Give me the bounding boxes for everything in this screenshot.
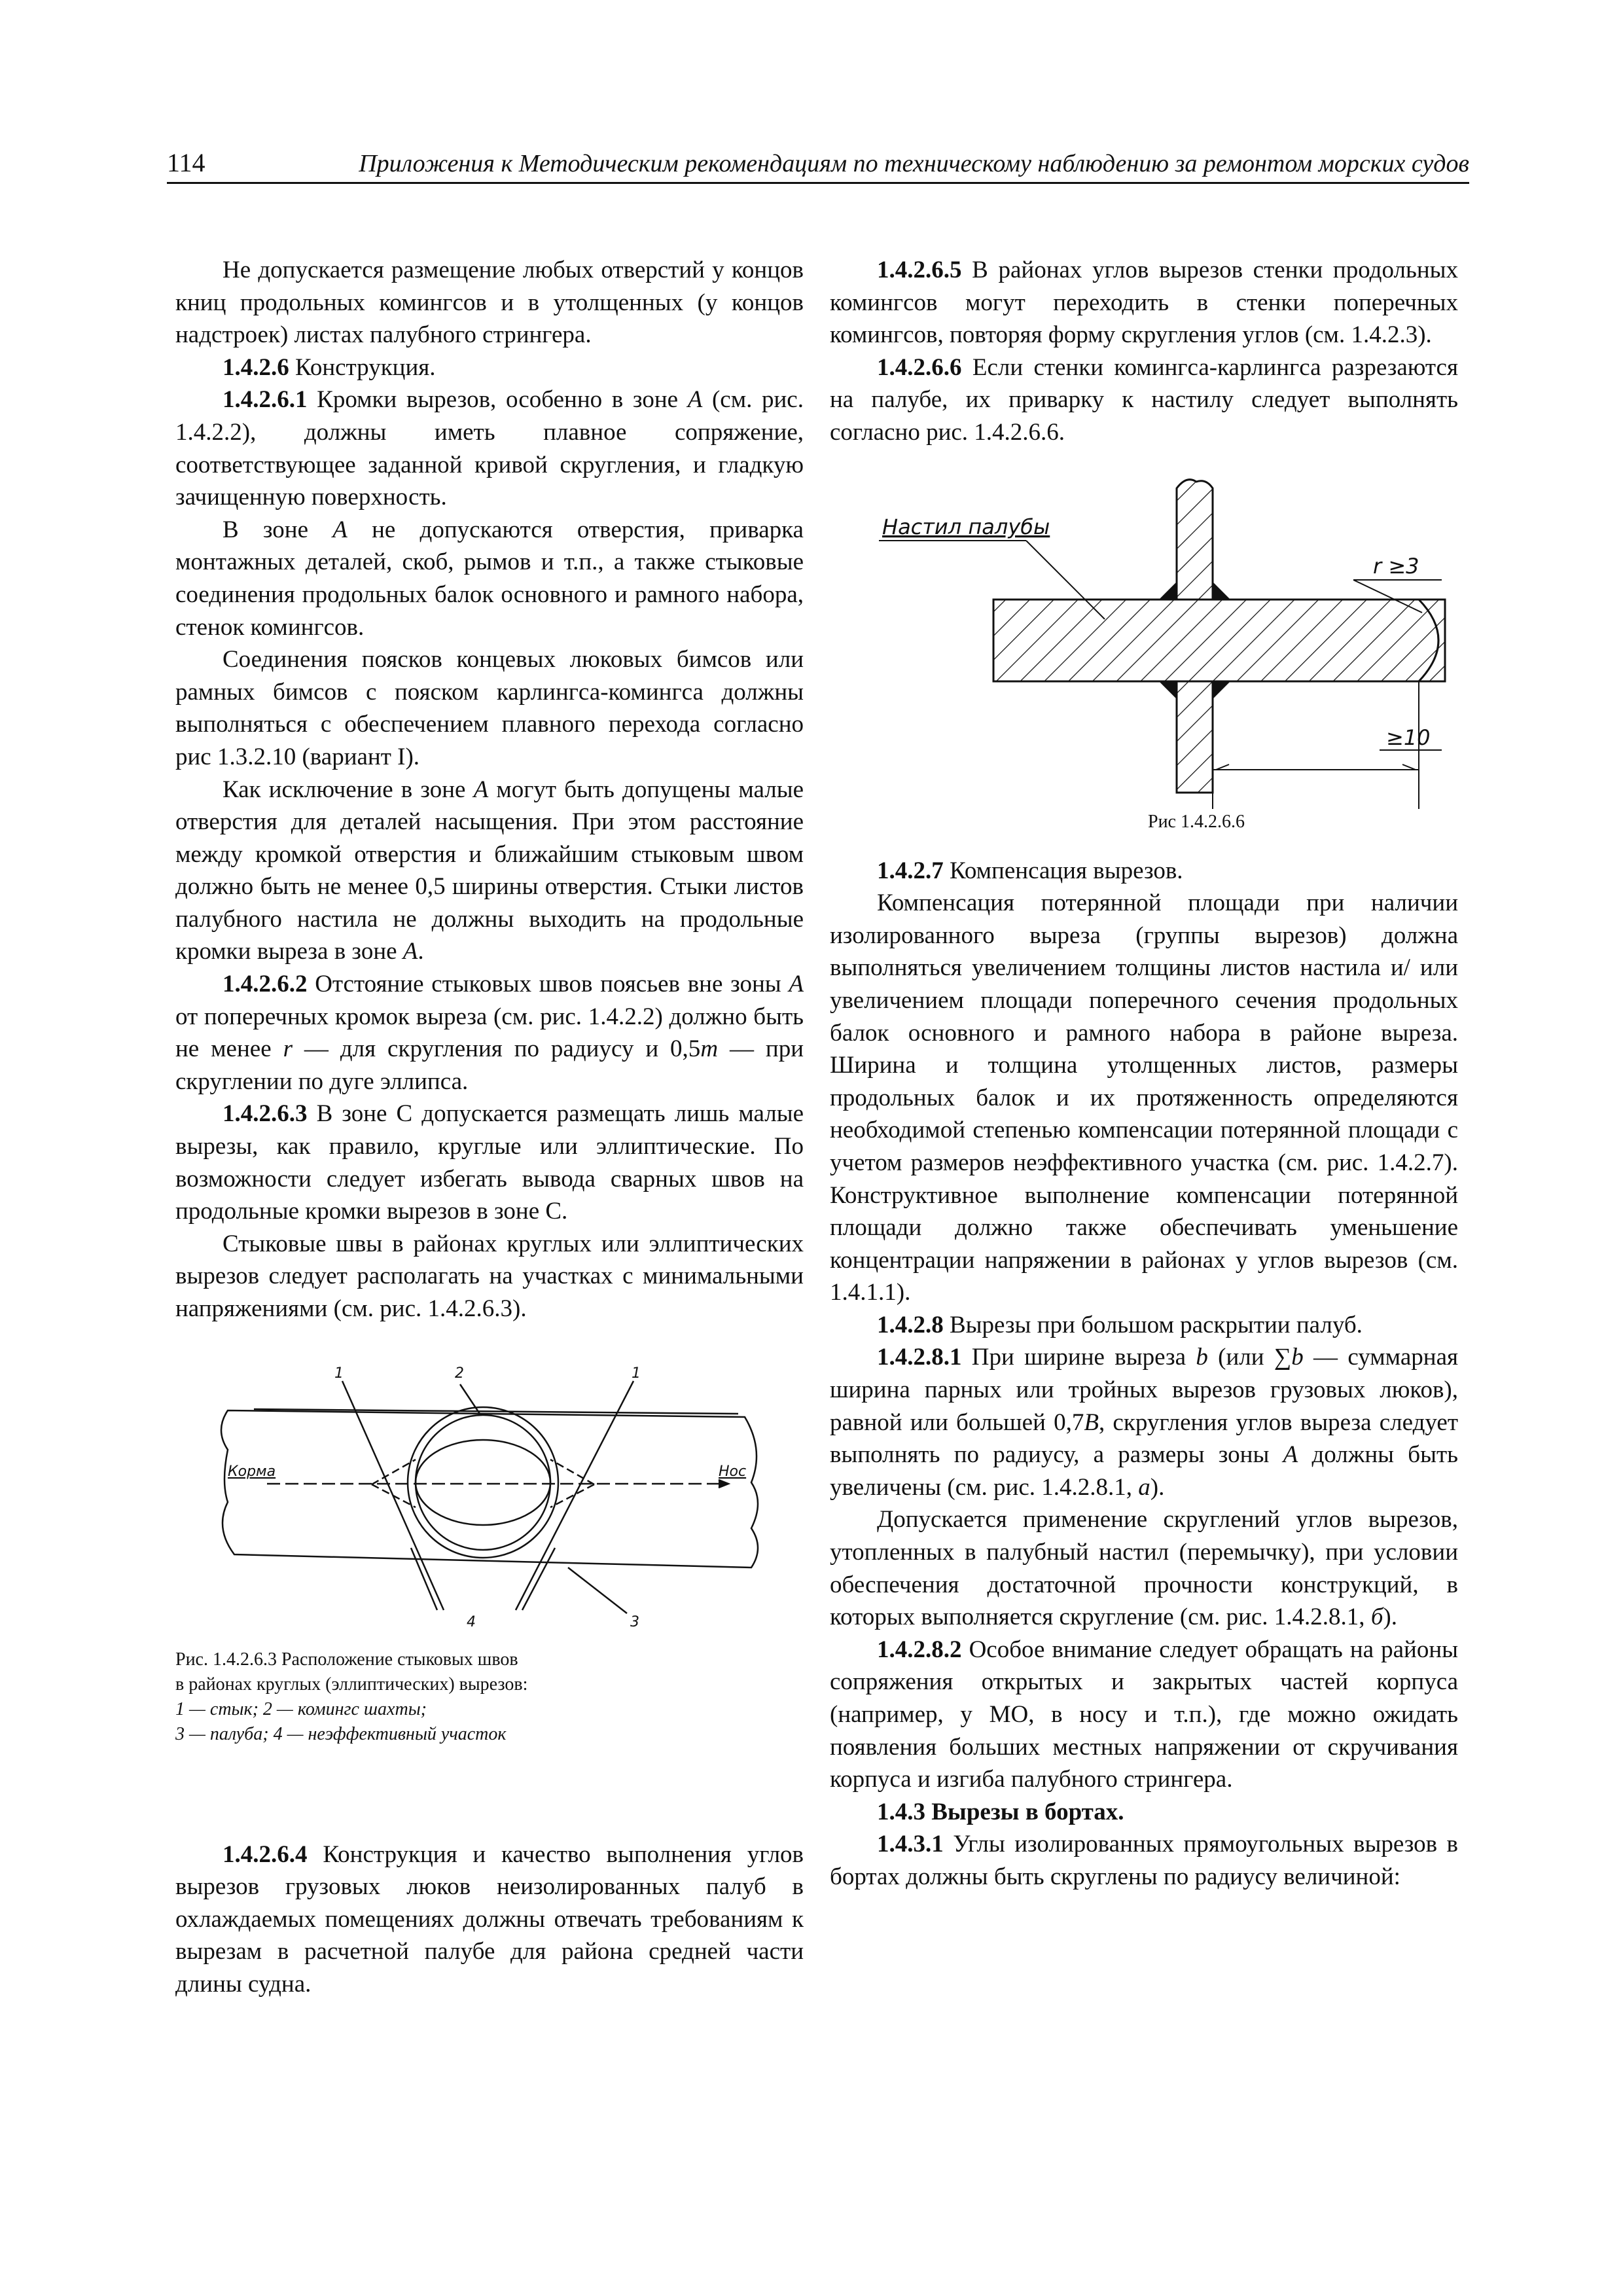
figure-caption: Рис. 1.4.2.6.3 Расположение стыковых швов в районах круглых (эллиптических) вырезов: 1 — стык; 2 — комингс шахты; 3 — палуба; 4 — неэффективный участок bbox=[175, 1649, 528, 1744]
fig1-label-stern: Корма bbox=[228, 1463, 276, 1480]
paragraph: 1.4.2.8.2 Особое внимание следует обращать на районы сопряжения открытых и закрытых частей корпуса (например, у МО, в носу и т.п.), где можно ожидать появления больших местных напряжении от скручивания корпуса и изгиба палубного стрингера. bbox=[830, 1636, 1458, 1793]
paragraph: 1.4.2.6.2 Отстояние стыковых швов поясьев вне зоны А от поперечных кромок выреза (см. рис. 1.4.2.2) должно быть не менее r — для скругления по радиусу и 0,5m — при скруглении по дуге эллипса. bbox=[175, 971, 804, 1095]
paragraph: Стыковые швы в районах круглых или эллиптических вырезов следует располагать на участках с минимальными напряжениями (см. рис. 1.4.2.6.3). bbox=[175, 1230, 804, 1322]
fig2-label-deck: Настил палубы bbox=[882, 514, 1050, 539]
fig1-label-bow: Нос bbox=[719, 1463, 747, 1480]
coaming-circle-inner bbox=[416, 1415, 550, 1550]
fig1-label-2: 2 bbox=[455, 1365, 464, 1382]
coaming-circle-outer bbox=[408, 1407, 558, 1558]
fig1-label-3: 3 bbox=[630, 1613, 639, 1630]
coaming-lower bbox=[1177, 681, 1213, 793]
fig1-label-1: 1 bbox=[334, 1365, 344, 1382]
fig1-label-4: 4 bbox=[467, 1613, 476, 1630]
figure-coaming-weld bbox=[830, 462, 1458, 835]
running-title: Приложения к Методическим рекомендациям по техническому наблюдению за ремонтом морских судов bbox=[359, 150, 1469, 177]
section-heading: 1.4.2.6 Конструкция. bbox=[223, 353, 436, 381]
paragraph: 1.4.2.6.5 В районах углов вырезов стенки продольных комингсов могут переходить в стенки поперечных комингсов, повторяя форму скругления углов (см. 1.4.2.3). bbox=[830, 257, 1458, 349]
paragraph: 1.4.2.6.3 В зоне С допускается размещать лишь малые вырезы, как правило, круглые или эллиптические. По возможности следует избегать вывода сварных швов на продольные кромки вырезов в зоне С. bbox=[175, 1100, 804, 1225]
cutout-ellipse bbox=[416, 1440, 550, 1525]
paragraph: Допускается применение скруглений углов вырезов, утопленных в палубный настил (перемычку), при условии обеспечения достаточной прочности конструкций, в которых выполняется скругление (см. рис. 1.4.2.8.1, б). bbox=[830, 1506, 1458, 1631]
paragraph: Как исключение в зоне А могут быть допущены малые отверстия для деталей насыщения. При этом расстояние между кромкой отверстия и ближайшим стыковым швом должно быть не менее 0,5 ширины отверстия. Стыки листов палубного настила не должны выходить на продольные кромки выреза в зоне А. bbox=[175, 776, 804, 965]
page-number: 114 bbox=[167, 148, 205, 177]
section-heading: 1.4.3 Вырезы в бортах. bbox=[877, 1798, 1124, 1825]
paragraph: 1.4.2.8.1 При ширине выреза b (или ∑b — суммарная ширина парных или тройных вырезов грузовых люков), равной или большей 0,7В, скругления углов выреза следует выполнять по радиусу, а размеры зоны А должны быть увеличены (см. рис. 1.4.2.8.1, а). bbox=[830, 1344, 1459, 1501]
fig1-label-1b: 1 bbox=[632, 1365, 641, 1382]
paragraph: Не допускается размещение любых отверстий у концов книц продольных комингсов и в утолщенных (у концов надстроек) листах палубного стрингера. bbox=[175, 257, 804, 349]
section-heading: 1.4.2.7 Компенсация вырезов. bbox=[877, 857, 1183, 884]
paragraph: 1.4.3.1 Углы изолированных прямоугольных вырезов в бортах должны быть скруглены по радиусу величиной: bbox=[830, 1831, 1458, 1890]
fig2-label-radius: r ≥3 bbox=[1373, 553, 1419, 579]
figure-cutout-joints bbox=[175, 1352, 804, 1640]
running-header bbox=[167, 149, 1469, 184]
paragraph: 1.4.2.6.1 Кромки вырезов, особенно в зоне А (см. рис. 1.4.2.2), должны иметь плавное сопряжение, соответствующее заданной кривой скругления, и гладкую зачищенную поверхность. bbox=[175, 386, 804, 511]
paragraph: 1.4.2.6.6 Если стенки комингса-карлингса разрезаются на палубе, их приварку к настилу следует выполнять согласно рис. 1.4.2.6.6. bbox=[830, 353, 1458, 446]
figure-caption: Рис 1.4.2.6.6 bbox=[1148, 811, 1245, 832]
paragraph: Соединения поясков концевых люковых бимсов или рамных бимсов с пояском карлингса-комингса должны выполняться с обеспечением плавного перехода согласно рис 1.3.2.10 (вариант I). bbox=[175, 646, 804, 770]
fig2-label-min-10: ≥10 bbox=[1386, 725, 1431, 750]
paragraph: В зоне А не допускаются отверстия, приварка монтажных деталей, скоб, рымов и т.п., а также стыковые соединения продольных балок основного и рамного набора, стенок комингсов. bbox=[175, 516, 804, 641]
left-column bbox=[175, 254, 804, 2001]
right-column bbox=[830, 254, 1458, 1893]
deck-outline bbox=[221, 1410, 758, 1568]
deck-plate bbox=[993, 600, 1445, 681]
paragraph: Компенсация потерянной площади при наличии изолированного выреза (группы вырезов) должна выполняться увеличением толщины листов настила и/ или увеличением площади поперечного сечения продольных балок основного и рамного набора в районе выреза. Ширина и толщина утолщенных листов, размеры продольных балок и их протяженность определяются необходимой степенью компенсации потерянной площади с учетом размеров неэффективного участка (см. рис. 1.4.2.7). Конструктивное выполнение компенсации потерянной площади должно также обеспечивать уменьшение концентрации напряжении в районах у углов вырезов (см. 1.4.1.1). bbox=[830, 889, 1458, 1306]
paragraph: 1.4.2.6.4 Конструкция и качество выполнения углов вырезов грузовых люков неизолированных палуб в охлаждаемых помещениях должны отвечать требованиям к вырезам в расчетной палубе для района средней части длины судна. bbox=[175, 1840, 804, 1998]
section-heading: 1.4.2.8 Вырезы при большом раскрытии палуб. bbox=[877, 1311, 1363, 1338]
coaming-upper bbox=[1177, 479, 1213, 599]
